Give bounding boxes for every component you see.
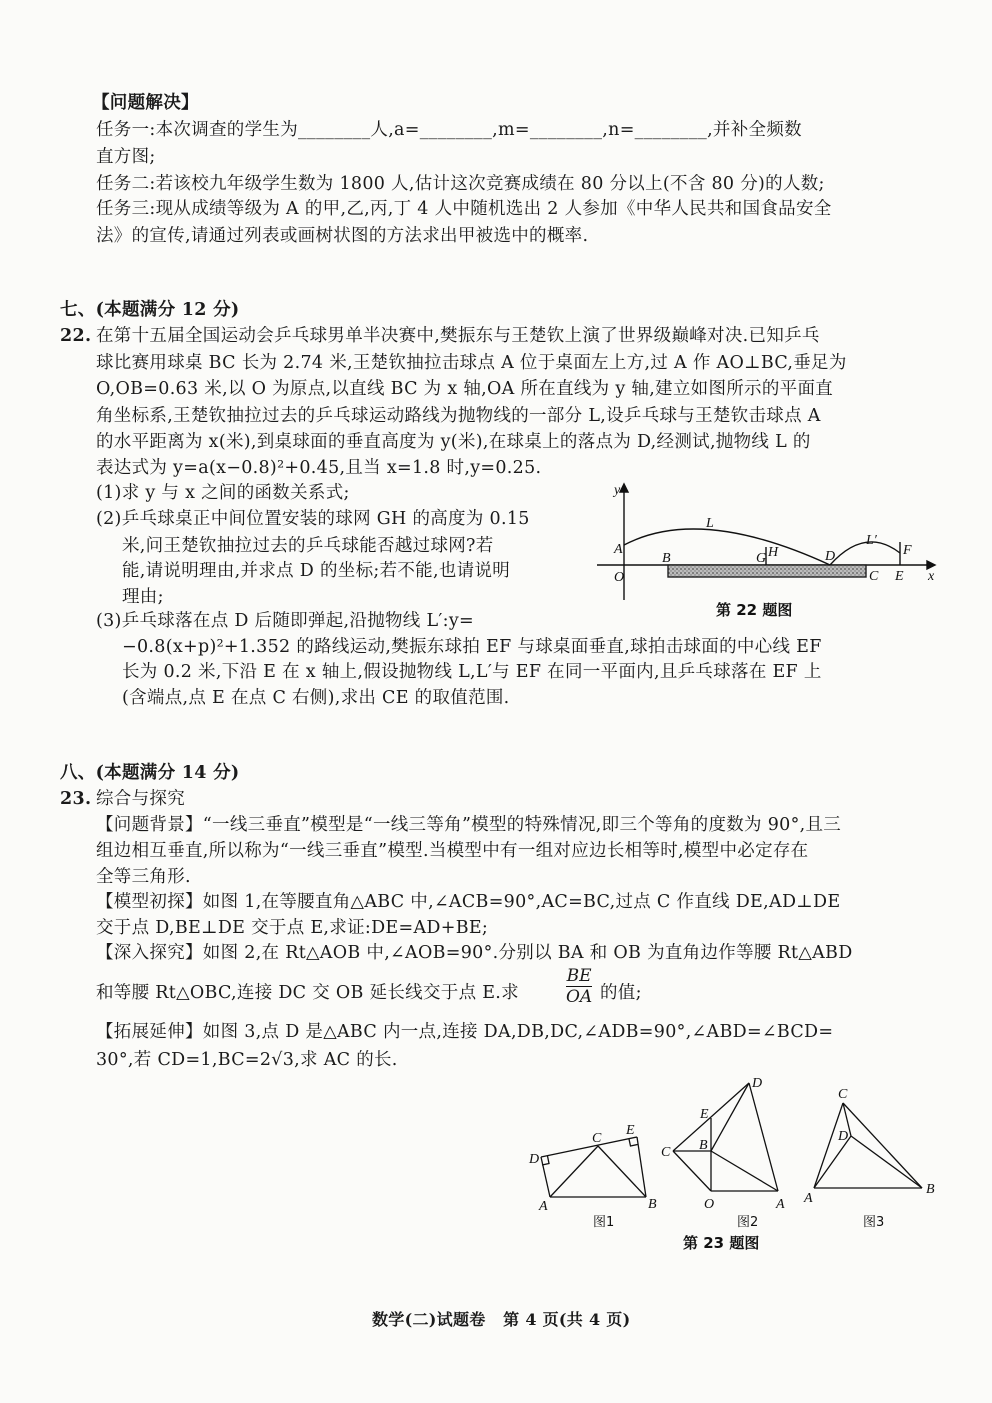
q23-line: 【拓展延伸】如图 3,点 D 是△ABC 内一点,连接 DA,DB,DC,∠ADB=90°,∠ABD=∠BCD= [96,1022,834,1042]
figure-23-2-labels [661,1076,785,1230]
label-b: B [662,551,671,566]
label-b: B [648,1197,657,1212]
label-c: C [838,1087,848,1102]
label-d: D [838,1129,849,1144]
q23-line: 【问题背景】“一线三垂直”模型是“一线三等角”模型的特殊情况,即三个等角的度数为 90°,且三 [96,815,842,835]
figure-23-3 [814,1103,922,1188]
q22-part-2: (2)乒乓球桌正中间位置安装的球网 GH 的高度为 0.15 [96,509,530,529]
task-3-cont: 法》的宣传,请通过列表或画树状图的方法求出甲被选中的概率. [96,226,589,246]
fraction-numerator: BE [566,966,592,986]
label-e: E [700,1107,709,1122]
figure-1-caption: 图1 [593,1215,615,1230]
q22-part-3-cont: −0.8(x+p)²+1.352 的路线运动,樊振东球拍 EF 与球桌面垂直,球拍击球面的中心线 EF [122,637,822,657]
label-a: A [776,1197,785,1212]
task-1-cont: 直方图; [96,147,156,167]
figure-22-labels [612,483,935,619]
label-g: G [756,551,767,566]
task-1-line: 任务一:本次调查的学生为________人,a=________,m=________,n=________,并补全频数 [96,120,802,140]
q22-part-3-cont: 长为 0.2 米,下沿 E 在 x 轴上,假设抛物线 L,L′与 EF 在同一平面内,且乒乓球落在 EF 上 [122,662,822,682]
fraction-denominator: OA [566,987,593,1007]
q22-part-3: (3)乒乓球落在点 D 后随即弹起,沿抛物线 L′:y= [96,611,475,631]
q23-line: 组边相互垂直,所以称为“一线三垂直”模型.当模型中有一组对应边长相等时,模型中必定存在 [96,841,809,861]
q22-part-2-cont: 理由; [122,587,164,607]
figure-22-caption: 第 22 题图 [716,601,793,619]
section-7-heading: 七、(本题满分 12 分) [60,300,240,320]
label-l: L [706,516,714,531]
q23-title: 综合与探究 [96,789,185,809]
solve-heading: 【问题解决】 [92,93,199,113]
question-23-number: 23. [60,789,92,809]
q23-line: 【模型初探】如图 1,在等腰直角△ABC 中,∠ACB=90°,AC=BC,过点 C 作直线 DE,AD⊥DE [96,892,841,912]
figure-23-1 [541,1137,646,1197]
parabola-l-prime [830,542,900,565]
q22-line: 表达式为 y=a(x−0.8)²+0.45,且当 x=1.8 时,y=0.25. [96,458,542,478]
label-a: A [614,542,623,557]
q22-line: 角坐标系,王楚钦抽拉过去的乒乓球运动路线为抛物线的一部分 L,设乒乓球与王楚钦击球点 A [96,406,821,426]
figure-23-2 [673,1083,778,1191]
y-axis-arrow-icon [620,484,628,492]
question-22-number: 22. [60,326,92,346]
q23-line: 全等三角形. [96,867,191,887]
q22-line: 在第十五届全国运动会乒乓球男单半决赛中,樊振东与王楚钦上演了世界级巅峰对决.已知乒乓 [96,326,820,346]
task-2-line: 任务二:若该校九年级学生数为 1800 人,估计这次竞赛成绩在 80 分以上(不含 80 分)的人数; [96,174,825,194]
label-d: D [752,1076,763,1091]
figure-23-caption: 第 23 题图 [683,1234,760,1252]
label-a: A [539,1199,548,1214]
task-3-line: 任务三:现从成绩等级为 A 的甲,乙,丙,丁 4 人中随机选出 2 人参加《中华人民共和国食品安全 [96,199,832,219]
right-angle-mark-e [629,1139,638,1146]
label-h: H [768,545,779,560]
label-c: C [592,1131,602,1146]
table-tennis-table [668,565,866,577]
q22-part-3-cont: (含端点,点 E 在点 C 右侧),求出 CE 的取值范围. [122,688,510,708]
label-a: A [804,1191,813,1206]
q22-part-2-cont: 能,请说明理由,并求点 D 的坐标;若不能,也请说明 [122,561,511,581]
label-y: y [614,483,621,498]
q22-line: 的水平距离为 x(米),到桌球面的垂直高度为 y(米),在球桌上的落点为 D,经测试,抛物线 L 的 [96,432,811,452]
q22-line: 球比赛用球桌 BC 长为 2.74 米,王楚钦抽拉击球点 A 位于桌面左上方,过 A 作 AO⊥BC,垂足为 [96,353,847,373]
label-b: B [699,1138,708,1153]
label-e: E [895,569,904,584]
q23-line: 30°,若 CD=1,BC=2√3,求 AC 的长. [96,1050,398,1070]
q22-part-2-cont: 米,问王楚钦抽拉过去的乒乓球能否越过球网?若 [122,536,494,556]
figure-23-3-labels [803,1087,935,1230]
q23-line: 【深入探究】如图 2,在 Rt△AOB 中,∠AOB=90°.分别以 BA 和 OB 为直角边作等腰 Rt△ABD [96,943,853,963]
q23-line-frac-post: 的值; [600,983,642,1003]
label-d: D [529,1152,540,1167]
q23-line-frac-pre: 和等腰 Rt△OBC,连接 DC 交 OB 延长线交于点 E.求 [96,983,519,1003]
label-x: x [928,569,935,584]
label-e: E [626,1123,635,1138]
q23-line: 交于点 D,BE⊥DE 交于点 E,求证:DE=AD+BE; [96,918,489,938]
figure-3-caption: 图3 [863,1215,885,1230]
section-8-heading: 八、(本题满分 14 分) [60,763,240,783]
label-o: O [704,1197,715,1212]
label-d: D [825,549,836,564]
label-o: O [614,570,625,585]
label-b: B [926,1182,935,1197]
figure-2-caption: 图2 [737,1215,759,1230]
q22-part-1: (1)求 y 与 x 之间的函数关系式; [96,483,350,503]
x-axis-arrow-icon [927,561,935,569]
q22-line: O,OB=0.63 米,以 O 为原点,以直线 BC 为 x 轴,OA 所在直线为 y 轴,建立如图所示的平面直 [96,379,834,399]
label-c: C [661,1145,671,1160]
figure-22 [597,484,935,600]
label-c: C [869,569,879,584]
page-footer: 数学(二)试题卷 第 4 页(共 4 页) [372,1310,631,1329]
parabola-l [624,529,830,565]
label-f: F [903,543,912,558]
label-l-prime: L′ [866,533,877,548]
